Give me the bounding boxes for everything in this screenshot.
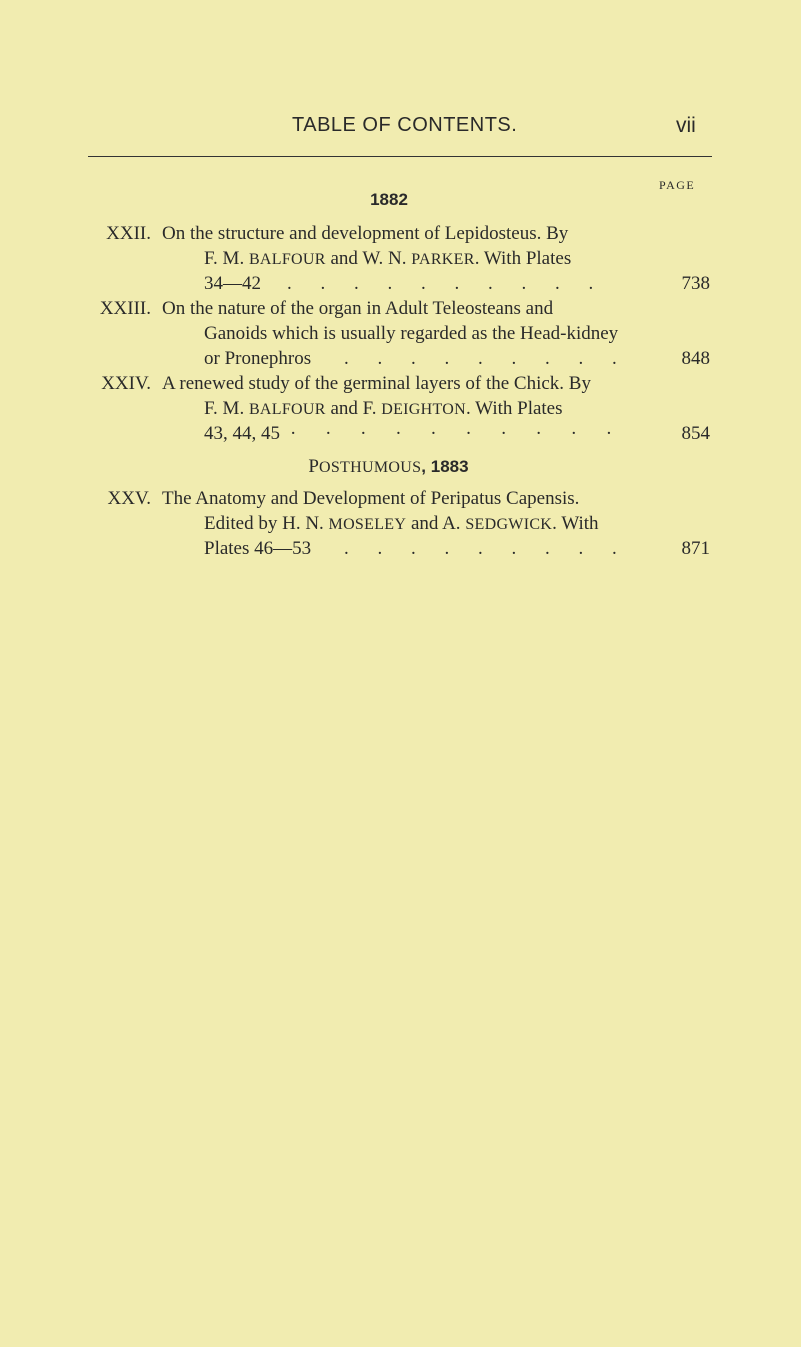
entry-title-line: F. M. BALFOUR and F. DEIGHTON. With Plates — [204, 398, 563, 419]
entry-title-line: Ganoids which is usually regarded as the Head-kidney — [204, 323, 619, 344]
dot-leader: . . . . . . . . . — [344, 348, 629, 369]
entry-numeral: XXII. — [106, 223, 151, 244]
entry-title-line: A renewed study of the germinal layers of the Chick. By — [162, 373, 591, 394]
entry-title-line: On the structure and development of Lepidosteus. By — [162, 223, 569, 244]
entry-title-line: On the nature of the organ in Adult Teleosteans and — [162, 298, 554, 319]
dot-leader: . . . . . . . . . — [344, 538, 629, 559]
entry-title-line: F. M. BALFOUR and W. N. PARKER. With Plates — [204, 248, 572, 269]
header-rule — [88, 156, 712, 157]
section-year: 1883 — [430, 457, 469, 476]
section-label: POSTHUMOUS — [308, 456, 422, 477]
section-heading-1882 — [0, 190, 801, 210]
section-year: 1882 — [370, 190, 408, 209]
entry-numeral: XXV. — [107, 488, 151, 509]
running-head — [0, 114, 801, 144]
entry-title-line: The Anatomy and Development of Peripatus Capensis. — [162, 488, 580, 509]
entry-numeral: XXIII. — [99, 298, 151, 319]
entry-page-number: 848 — [681, 348, 710, 369]
entry-title-line: or Pronephros — [204, 348, 312, 369]
entry-title-line: 43, 44, 45 — [204, 423, 280, 444]
running-title: TABLE OF CONTENTS. — [292, 114, 518, 136]
dot-leader: . . . . . . . . . . — [287, 273, 606, 294]
entry-title-line: Edited by H. N. MOSELEY and A. SEDGWICK. With — [204, 513, 599, 534]
page-folio: vii — [676, 114, 696, 137]
section-heading-1883: POSTHUMOUS, 1883 — [308, 456, 469, 477]
dot-leader: · · · · · · · · · · — [290, 423, 625, 444]
entry-page-number: 738 — [681, 273, 710, 294]
entry-title-line: Plates 46—53 — [204, 538, 312, 559]
page-column-label: PAGE — [659, 178, 696, 192]
entry-page-number: 871 — [681, 538, 710, 559]
entry-numeral: XXIV. — [101, 373, 151, 394]
entry-title-line: 34—42 — [204, 273, 261, 294]
entry-page-number: 854 — [681, 423, 710, 444]
